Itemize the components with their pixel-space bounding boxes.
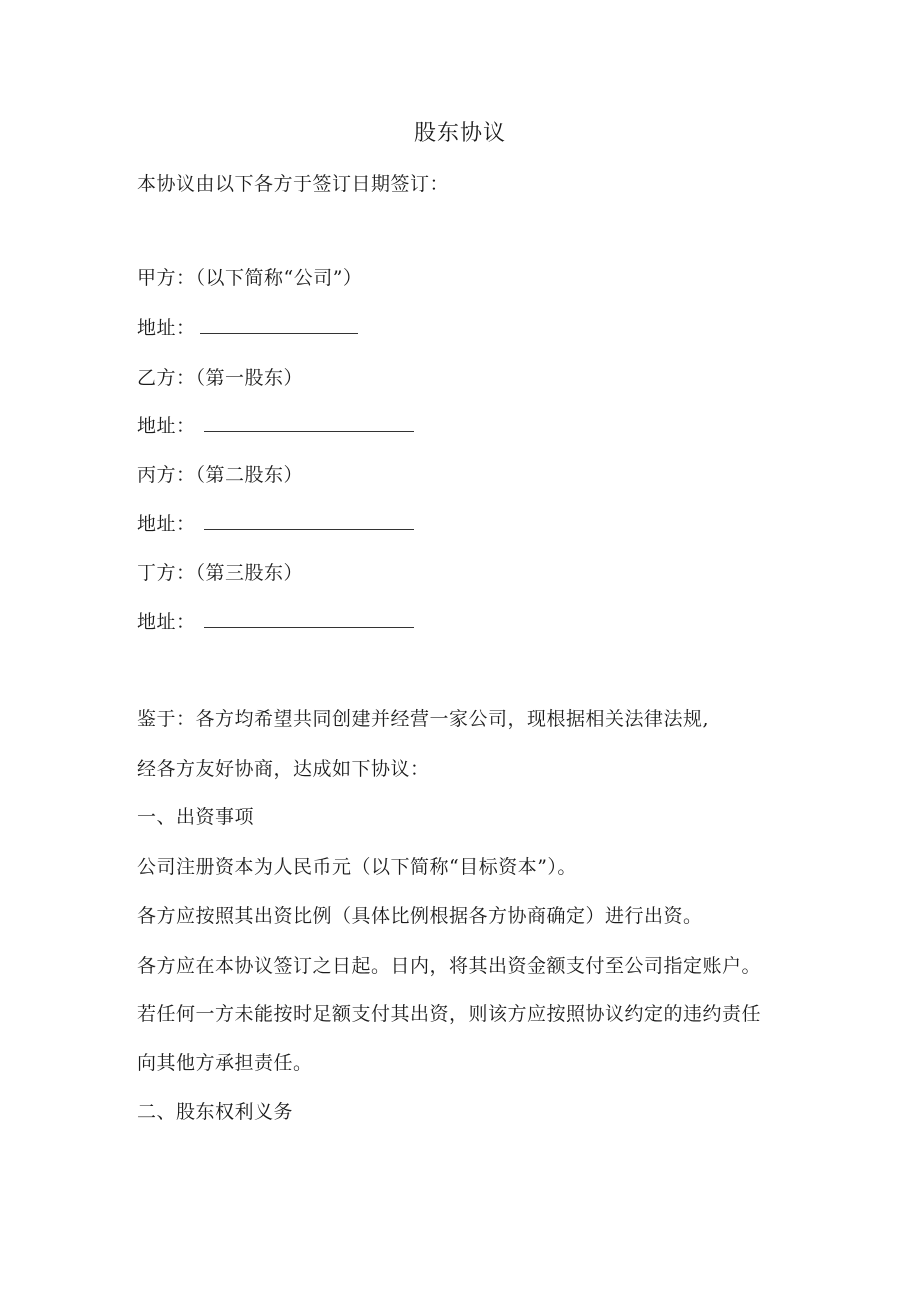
section-1-paragraph-2: 各方应按照其出资比例（具体比例根据各方协商确定）进行出资。 xyxy=(137,905,703,927)
whereas-line-2: 经各方友好协商，达成如下协议： xyxy=(137,758,430,780)
section-1-paragraph-3: 各方应在本协议签订之日起。日内，将其出资金额支付至公司指定账户。 xyxy=(137,955,762,977)
section-1-paragraph-1: 公司注册资本为人民币元（以下简称“目标资本”）。 xyxy=(137,856,577,878)
intro-text: 本协议由以下各方于签订日期签订： xyxy=(137,173,450,195)
whereas-line-1: 鉴于：各方均希望共同创建并经营一家公司，现根据相关法律法规, xyxy=(137,708,710,730)
party-d-address-blank[interactable] xyxy=(204,611,414,628)
party-c-address-blank[interactable] xyxy=(204,513,414,530)
address-label: 地址： xyxy=(137,513,196,535)
party-b-label: 乙方：（第一股东） xyxy=(137,367,304,389)
party-b-address xyxy=(137,414,414,438)
party-a-address-blank[interactable] xyxy=(200,317,358,334)
section-1-paragraph-5: 向其他方承担责任。 xyxy=(137,1052,313,1074)
party-c-label: 丙方：（第二股东） xyxy=(137,464,304,486)
address-label: 地址： xyxy=(137,611,196,633)
section-2-heading: 二、股东权利义务 xyxy=(137,1101,294,1123)
section-1-heading: 一、出资事项 xyxy=(137,806,255,828)
party-c-address xyxy=(137,512,414,536)
party-a-label: 甲方：（以下简称“公司”） xyxy=(137,267,363,289)
party-d-address xyxy=(137,610,414,634)
party-d-label: 丁方：（第三股东） xyxy=(137,562,304,584)
party-b-address-blank[interactable] xyxy=(204,415,414,432)
document-title: 股东协议 xyxy=(413,121,506,146)
address-label: 地址： xyxy=(137,317,196,339)
address-label: 地址： xyxy=(137,415,196,437)
party-a-address xyxy=(137,316,358,340)
section-1-paragraph-4: 若任何一方未能按时足额支付其出资，则该方应按照协议约定的违约责任 xyxy=(137,1003,762,1025)
